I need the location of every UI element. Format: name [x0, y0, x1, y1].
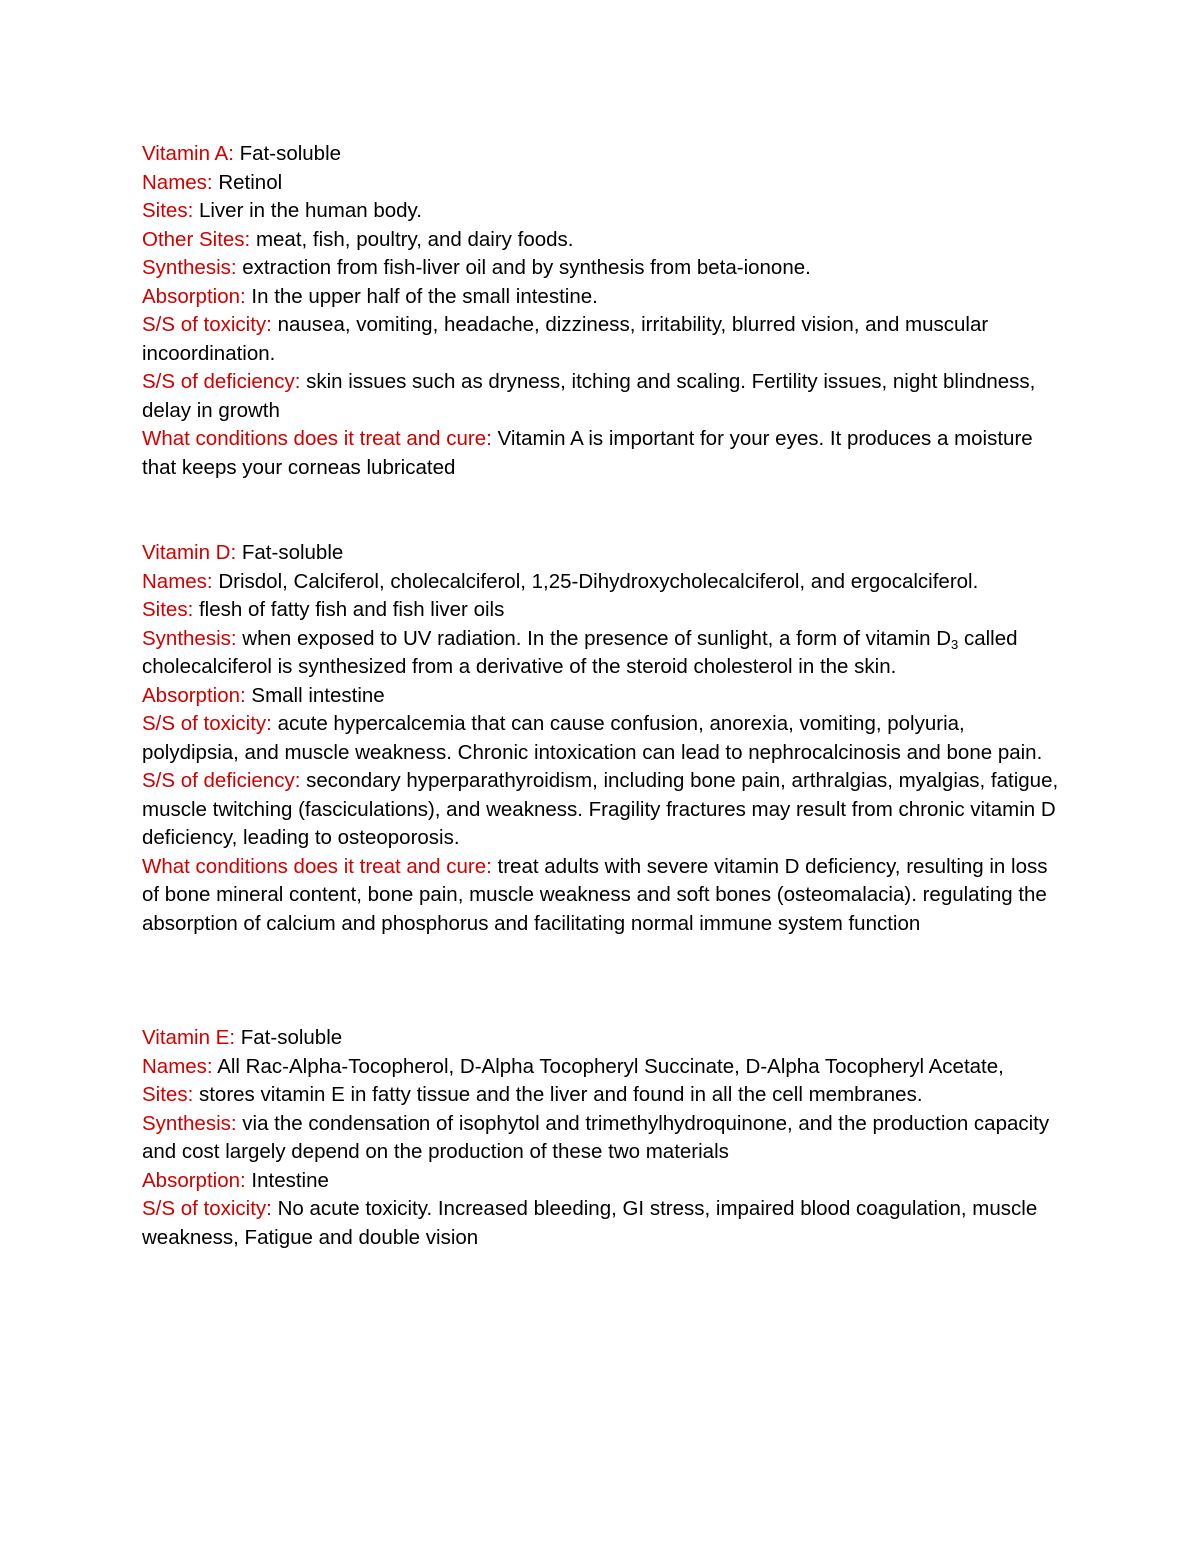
document-page [142, 140, 1062, 1252]
entry-value: Intestine [245, 1168, 329, 1192]
entry-value: Fat-soluble [233, 142, 342, 165]
vitamin-e-sites [142, 1081, 1062, 1110]
entry-value: All Rac-Alpha-Tocopherol, D-Alpha Tocopheryl Succinate, D-Alpha Tocopheryl Acetate, [212, 1054, 1004, 1078]
entry-value: nausea, vomiting, headache, dizziness, irritability, blurred vision, and muscular incoordination. [142, 313, 989, 365]
entry-label: S/S of toxicity: [142, 313, 272, 336]
entry-label: Sites: [142, 199, 194, 222]
entry-label: What conditions does it treat and cure: [142, 854, 492, 878]
entry-label: S/S of deficiency: [142, 769, 301, 792]
vitamin-e-toxicity [142, 1195, 1062, 1252]
entry-value: stores vitamin E in fatty tissue and the liver and found in all the cell membranes. [193, 1083, 923, 1106]
entry-value: Fat-soluble [235, 1026, 343, 1049]
entry-label: Vitamin A: [142, 142, 234, 165]
entry-value: meat, fish, poultry, and dairy foods. [250, 227, 574, 251]
entry-value: Fat-soluble [236, 541, 344, 564]
entry-value: No acute toxicity. Increased bleeding, GI stress, impaired blood coagulation, muscle weakness, Fatigue and double vision [142, 1197, 1038, 1249]
vitamin-a-conditions [142, 425, 1062, 482]
vitamin-a-names [142, 169, 1062, 198]
vitamin-d-synthesis [142, 625, 1062, 682]
section-vitamin-e [142, 1024, 1062, 1252]
vitamin-e-absorption [142, 1167, 1062, 1196]
entry-label: Names: [142, 1054, 213, 1078]
entry-label: Sites: [142, 1083, 194, 1106]
entry-label: S/S of toxicity: [142, 712, 272, 735]
entry-label: Vitamin E: [142, 1026, 236, 1049]
entry-label: Vitamin D: [142, 541, 237, 564]
entry-value: called cholecalciferol is synthesized from a derivative of the steroid cholesterol in the skin. [142, 626, 1018, 678]
entry-value: secondary hyperparathyroidism, including bone pain, arthralgias, myalgias, fatigue, muscle twitching (fasciculations), and weakness. Fragility fractures may result from chronic vitamin D deficiency, leading to osteoporosis. [142, 769, 1059, 849]
entry-value: treat adults with severe vitamin D deficiency, resulting in loss of bone mineral content, bone pain, muscle weakness and soft bones (osteomalacia). regulating the absorption of calcium and phosphorus and facilitating normal immune system function [142, 854, 1048, 935]
entry-value: In the upper half of the small intestine. [245, 284, 598, 308]
entry-value: skin issues such as dryness, itching and scaling. Fertility issues, night blindness, delay in growth [142, 370, 1036, 422]
entry-label: Names: [142, 170, 213, 194]
section-vitamin-d [142, 539, 1062, 938]
entry-label: Names: [142, 569, 213, 593]
entry-label: What conditions does it treat and cure: [142, 427, 492, 450]
entry-value: Drisdol, Calciferol, cholecalciferol, 1,25-Dihydroxycholecalciferol, and ergocalciferol. [212, 569, 979, 593]
entry-value: via the condensation of isophytol and trimethylhydroquinone, and the production capacity and cost largely depend on the production of these two materials [142, 1111, 1050, 1163]
vitamin-a-heading [142, 140, 1062, 169]
entry-value: extraction from fish-liver oil and by synthesis from beta-ionone. [236, 256, 811, 279]
entry-label: S/S of deficiency: [142, 370, 301, 393]
subscript-3: 3 [951, 636, 959, 652]
entry-value: flesh of fatty fish and fish liver oils [193, 598, 505, 621]
vitamin-a-deficiency [142, 368, 1062, 425]
entry-value: when exposed to UV radiation. In the presence of sunlight, a form of vitamin D [236, 626, 952, 650]
vitamin-d-names [142, 568, 1062, 597]
vitamin-a-absorption [142, 283, 1062, 312]
entry-label: Synthesis: [142, 626, 237, 650]
entry-label: Absorption: [142, 1168, 246, 1192]
vitamin-a-synthesis [142, 254, 1062, 283]
entry-label: Synthesis: [142, 1111, 237, 1135]
vitamin-d-absorption [142, 682, 1062, 711]
vitamin-d-sites [142, 596, 1062, 625]
entry-value: Small intestine [245, 683, 385, 707]
vitamin-a-sites [142, 197, 1062, 226]
vitamin-d-heading [142, 539, 1062, 568]
vitamin-d-toxicity [142, 710, 1062, 767]
vitamin-e-names [142, 1053, 1062, 1082]
vitamin-a-other-sites [142, 226, 1062, 255]
vitamin-e-synthesis [142, 1110, 1062, 1167]
entry-value: Retinol [212, 170, 283, 194]
vitamin-e-heading [142, 1024, 1062, 1053]
entry-label: Sites: [142, 598, 194, 621]
section-vitamin-a [142, 140, 1062, 482]
entry-label: Absorption: [142, 284, 246, 308]
entry-value: Vitamin A is important for your eyes. It produces a moisture that keeps your corneas lubricated [142, 427, 1033, 479]
entry-value: acute hypercalcemia that can cause confusion, anorexia, vomiting, polyuria, polydipsia, and muscle weakness. Chronic intoxication can lead to nephrocalcinosis and bone pain. [142, 712, 1043, 764]
entry-label: Absorption: [142, 683, 246, 707]
entry-value: Liver in the human body. [193, 199, 422, 222]
vitamin-d-deficiency [142, 767, 1062, 853]
entry-label: S/S of toxicity: [142, 1197, 272, 1220]
vitamin-a-toxicity [142, 311, 1062, 368]
entry-label: Other Sites: [142, 227, 251, 251]
vitamin-d-conditions [142, 853, 1062, 939]
entry-label: Synthesis: [142, 256, 237, 279]
